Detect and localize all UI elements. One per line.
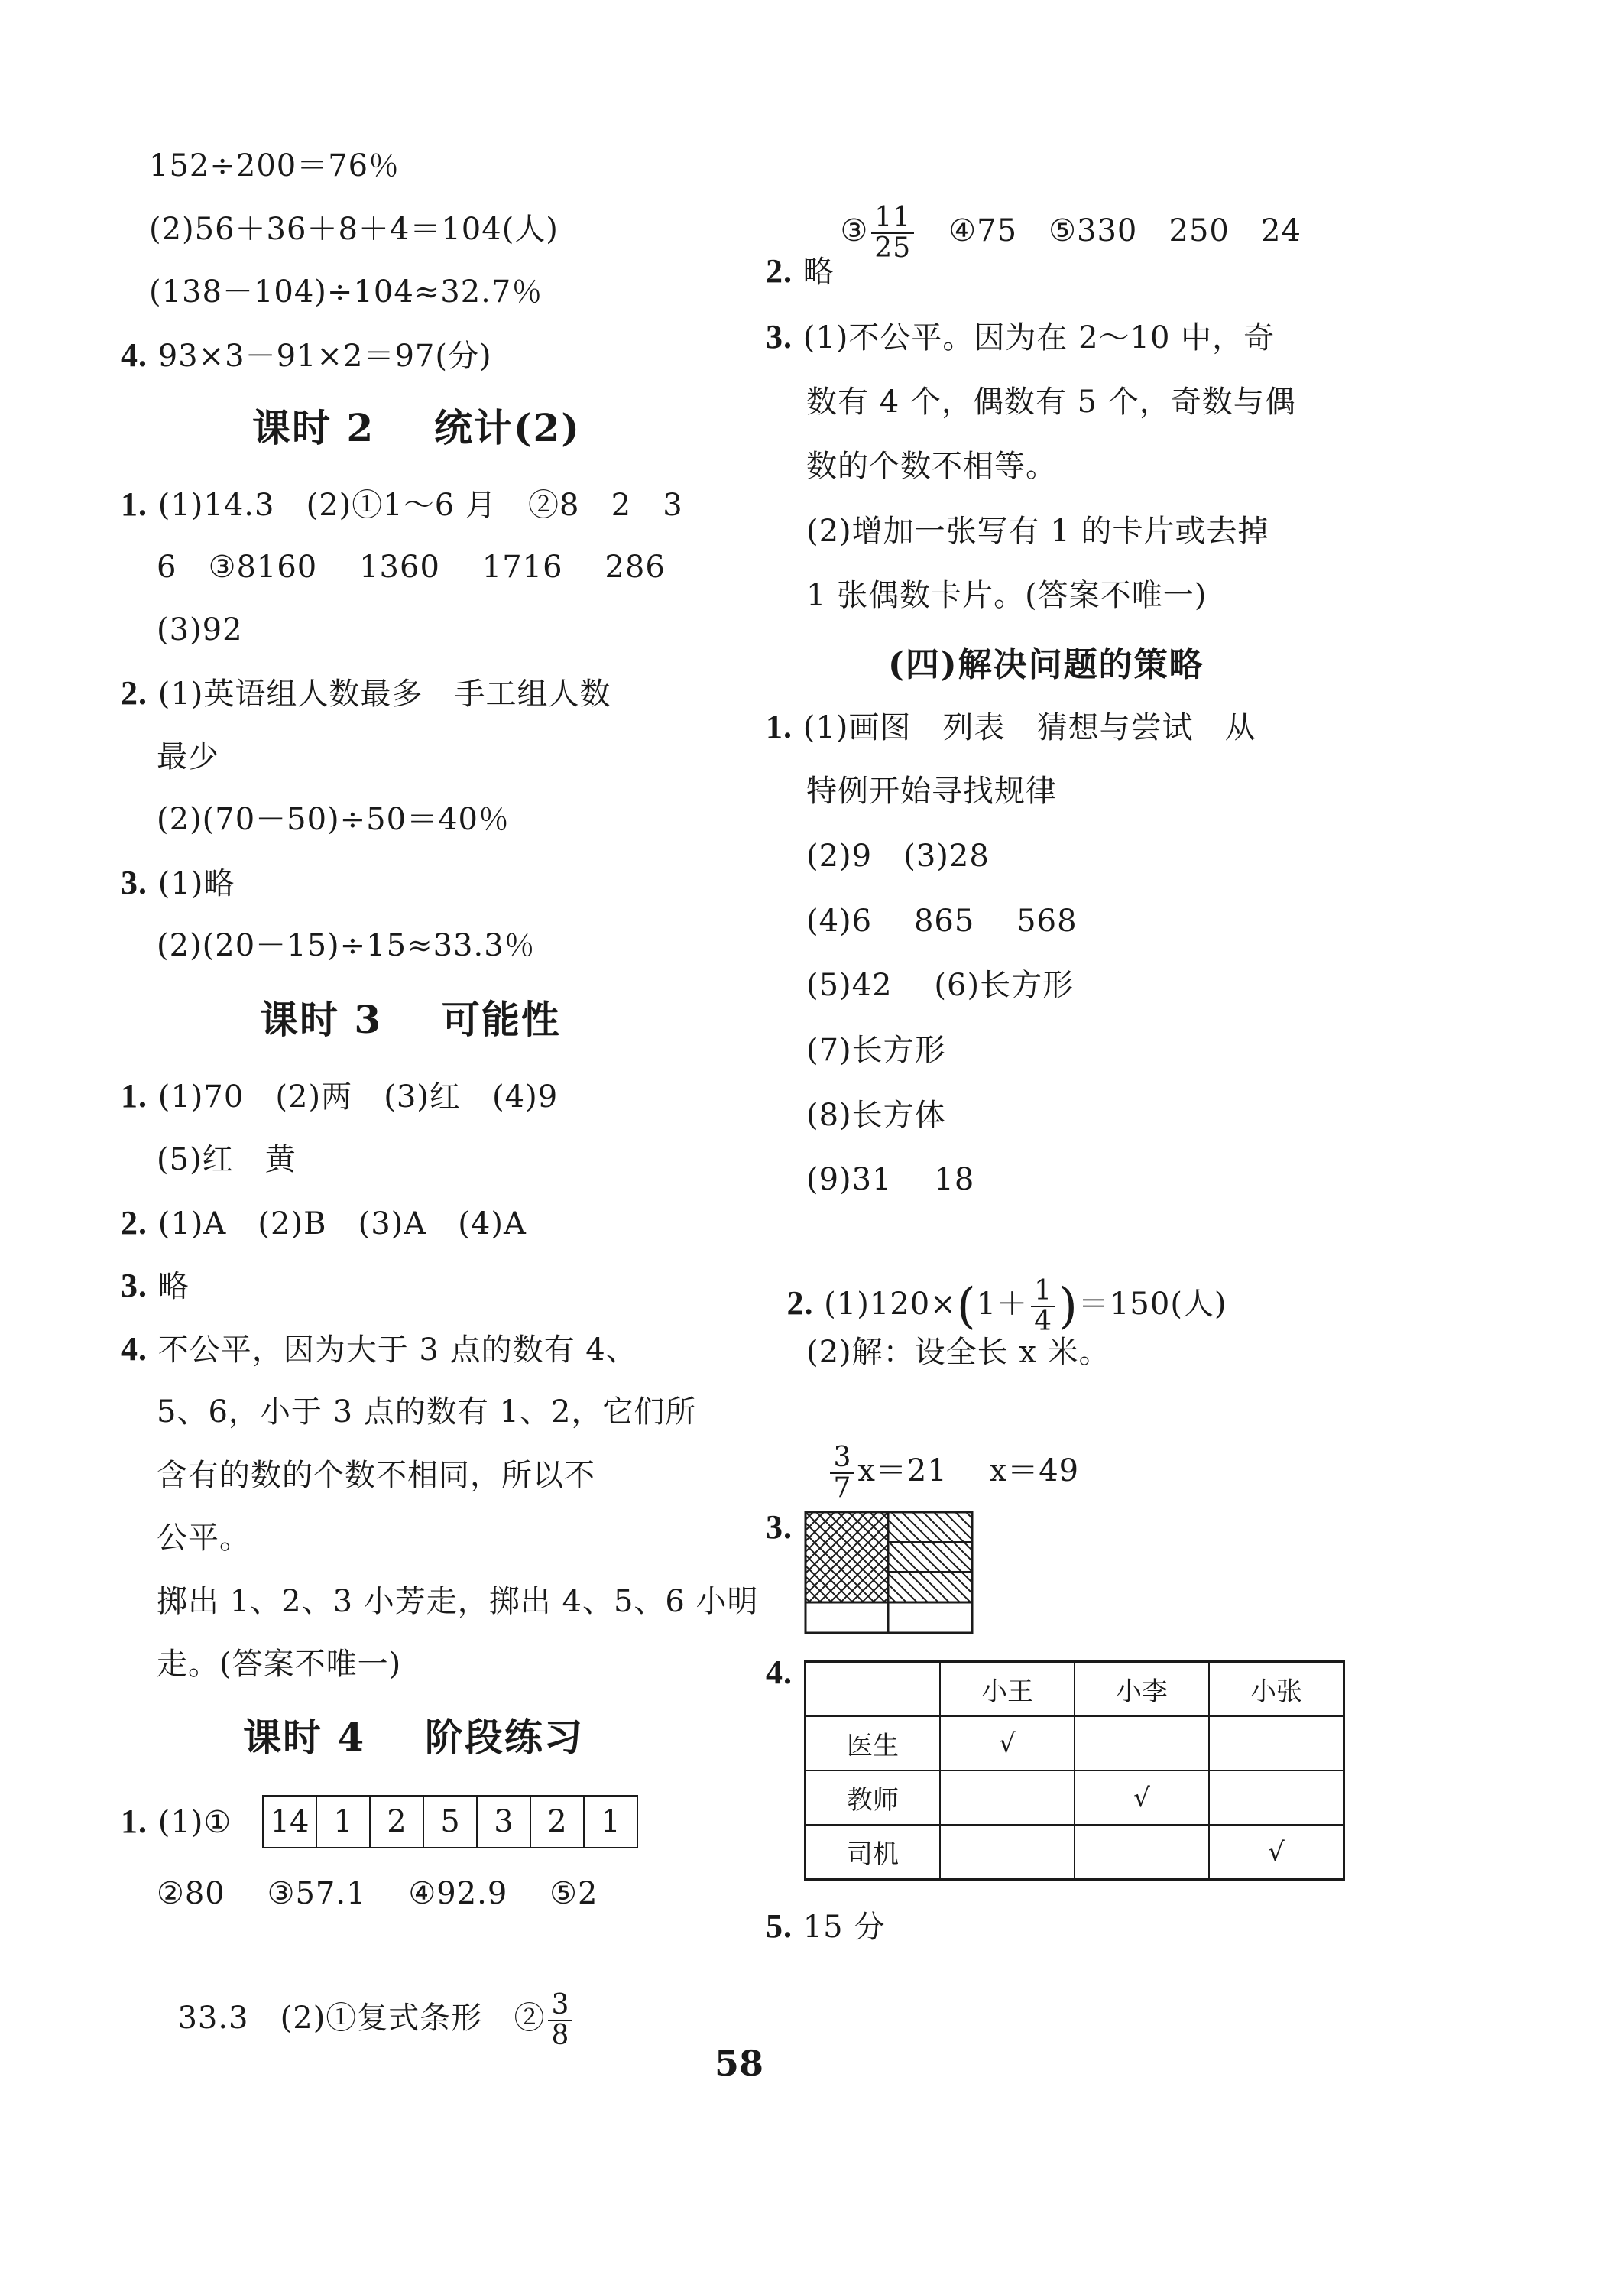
number-box: 2: [531, 1797, 585, 1847]
fraction-denominator: 8: [551, 2020, 570, 2051]
table-header-row: [806, 1662, 1344, 1717]
section-heading-lesson4: 课时 4 阶段练习: [243, 1715, 584, 1760]
item-number: 3.: [766, 318, 793, 355]
table-header-cell: 小张: [1209, 1662, 1344, 1717]
table-cell: [1209, 1716, 1344, 1771]
lesson2-q2-line3: (2)(70－50)÷50＝40％: [157, 802, 510, 837]
item-number: 2.: [121, 674, 147, 712]
shaded-grid-figure: [804, 1511, 974, 1634]
number-box: 14: [264, 1797, 317, 1847]
item-text: (1)14.3 (2)①1～6 月 ②8 2 3: [157, 488, 683, 523]
lesson3-q3: [121, 1267, 190, 1305]
fraction-numerator: 1: [1031, 1277, 1055, 1307]
number-box: 1: [601, 1804, 621, 1839]
section-heading-strategy: (四)解决问题的策略: [888, 645, 1204, 684]
strategy-q1-line4: (4)6 865 568: [806, 904, 1078, 939]
fraction: [871, 203, 914, 263]
table-cell: 司机: [806, 1825, 941, 1880]
strategy-q1-line8: (9)31 18: [806, 1162, 975, 1197]
lesson2-q1-line2: 6 ③8160 1360 1716 286: [157, 550, 666, 585]
item-text: (1)①: [157, 1805, 232, 1840]
strategy-q2-line3: [806, 1407, 1079, 1503]
strategy-q4: [766, 1654, 793, 1692]
strategy-q3: [766, 1509, 793, 1547]
item-text: 93×3－91×2＝97(分): [157, 339, 492, 374]
item-text: 不公平，因为大于 3 点的数有 4、: [157, 1332, 637, 1368]
item-text: 33.3 (2)①复式条形 ②: [177, 2001, 546, 2036]
item-text: (1)不公平。因为在 2～10 中，奇: [802, 320, 1276, 355]
table-cell: √: [1209, 1825, 1344, 1880]
diagonal-hatched-region: [888, 1512, 972, 1602]
fraction-numerator: 3: [548, 1991, 572, 2021]
fraction-denominator: 7: [833, 1472, 852, 1504]
lesson2-q3-line1: [121, 865, 235, 902]
item-text: 略: [802, 255, 835, 290]
strategy-q2-line2: (2)解：设全长 x 米。: [806, 1335, 1110, 1370]
lesson3-q1-line1: [121, 1078, 558, 1115]
table-cell: √: [940, 1716, 1075, 1771]
strategy-q1-line7: (8)长方体: [806, 1098, 946, 1133]
item-text: (1)70 (2)两 (3)红 (4)9: [157, 1079, 559, 1115]
right-q2: [766, 253, 835, 290]
cross-hatched-region: [806, 1512, 888, 1602]
item-text: ④75 ⑤330 250 24: [917, 213, 1301, 248]
strategy-q1-line3: (2)9 (3)28: [806, 839, 990, 874]
lesson3-q4-line3: 含有的数的个数不相同，所以不: [157, 1458, 595, 1493]
fraction-denominator: 25: [874, 232, 912, 264]
table-cell: [1075, 1716, 1209, 1771]
lesson3-q4-line6: 走。(答案不唯一): [157, 1647, 402, 1682]
lesson2-q2-line2: 最少: [157, 739, 219, 774]
item-number: 3.: [766, 1508, 793, 1546]
left-paren: (: [956, 1278, 977, 1335]
item-number: 4.: [121, 1330, 147, 1368]
table-header-cell: 小王: [940, 1662, 1075, 1717]
lesson4-q1-line3: [157, 1954, 575, 2050]
fraction: [830, 1443, 854, 1503]
left-line-1: 152÷200＝76％: [149, 148, 400, 183]
number-box-row: [262, 1795, 638, 1848]
item-text: x＝21 x＝49: [857, 1453, 1080, 1488]
item-number: 3.: [121, 1267, 147, 1304]
right-q3-line2: 数有 4 个，偶数有 5 个，奇数与偶: [806, 385, 1296, 420]
item-text: (1)120×: [824, 1287, 957, 1322]
lesson4-q1-line2: ②80 ③57.1 ④92.9 ⑤2: [157, 1876, 598, 1911]
right-q3-line3: 数的个数不相等。: [806, 449, 1057, 484]
table-cell: 医生: [806, 1716, 941, 1771]
item-text: 1＋: [976, 1287, 1029, 1322]
lesson2-q3-line2: (2)(20－15)÷15≈33.3％: [157, 928, 536, 963]
item-number: 2.: [121, 1204, 147, 1241]
lesson3-q4-line5: 掷出 1、2、3 小芳走，掷出 4、5、6 小明: [157, 1584, 759, 1619]
fraction-numerator: 11: [871, 203, 914, 234]
table-cell: [940, 1771, 1075, 1825]
item-text: (1)略: [157, 866, 235, 901]
item-number: 2.: [786, 1284, 814, 1322]
left-item-4: [121, 337, 492, 375]
strategy-q1-line1: [766, 709, 1256, 746]
item-number: 2.: [766, 252, 793, 290]
item-text: ③: [840, 213, 869, 248]
fraction: [548, 1991, 572, 2050]
item-number: 4.: [766, 1654, 793, 1691]
number-box: 2: [371, 1797, 424, 1847]
table-cell: √: [1075, 1771, 1209, 1825]
lesson4-q1-line1: [121, 1803, 232, 1841]
right-paren: ): [1058, 1278, 1078, 1335]
lesson3-q4-line1: [121, 1331, 637, 1368]
strategy-q5: [766, 1908, 885, 1946]
table-cell: 教师: [806, 1771, 941, 1825]
item-number: 3.: [121, 864, 147, 901]
item-number: 1.: [766, 708, 793, 745]
lesson3-q1-line2: (5)红 黄: [157, 1142, 297, 1177]
table-row: [806, 1716, 1344, 1771]
item-text: (1)A (2)B (3)A (4)A: [157, 1206, 527, 1241]
lesson2-q1-line3: (3)92: [157, 612, 243, 648]
right-q3-line1: [766, 319, 1275, 356]
job-assignment-table: [804, 1660, 1345, 1881]
lesson3-q2: [121, 1205, 527, 1242]
lesson2-q1-line1: [121, 486, 683, 524]
table-cell: [1209, 1771, 1344, 1825]
fraction-numerator: 3: [830, 1443, 854, 1474]
item-text: (1)画图 列表 猜想与尝试 从: [802, 710, 1256, 745]
item-number: 5.: [766, 1907, 793, 1945]
strategy-q1-line2: 特例开始寻找规律: [806, 774, 1057, 809]
item-text: 略: [157, 1269, 190, 1304]
lesson2-q2-line1: [121, 675, 611, 712]
strategy-q1-line5: (5)42 (6)长方形: [806, 968, 1075, 1003]
item-text: (1)英语组人数最多 手工组人数: [157, 677, 611, 712]
right-q3-line5: 1 张偶数卡片。(答案不唯一): [806, 578, 1207, 613]
right-q3-line4: (2)增加一张写有 1 的卡片或去掉: [806, 514, 1269, 549]
lesson3-q4-line4: 公平。: [157, 1521, 251, 1556]
number-box: 3: [478, 1797, 531, 1847]
table-cell: [1075, 1825, 1209, 1880]
table-row: [806, 1825, 1344, 1880]
fraction-denominator: 4: [1034, 1306, 1053, 1337]
strategy-q1-line6: (7)长方形: [806, 1033, 946, 1068]
item-number: 1.: [121, 485, 147, 523]
item-number: 1.: [121, 1077, 147, 1115]
item-text: ＝150(人): [1078, 1287, 1227, 1322]
section-heading-lesson2: 课时 2 统计(2): [252, 405, 581, 450]
page-number: 58: [715, 2043, 764, 2084]
fraction: [1031, 1277, 1055, 1336]
table-row: [806, 1771, 1344, 1825]
left-line-3: (138－104)÷104≈32.7％: [149, 274, 543, 310]
strategy-q2-line1: [766, 1240, 1227, 1336]
right-line-1: [819, 167, 1301, 263]
number-box: 1: [317, 1797, 371, 1847]
section-heading-lesson3: 课时 3 可能性: [260, 997, 561, 1042]
table-header-cell: 小李: [1075, 1662, 1209, 1717]
table-header-cell: [806, 1662, 941, 1717]
item-number: 4.: [121, 336, 147, 374]
item-text: 15 分: [802, 1910, 886, 1945]
left-line-2: (2)56＋36＋8＋4＝104(人): [149, 212, 559, 247]
item-number: 1.: [121, 1803, 147, 1840]
number-box: 5: [424, 1797, 478, 1847]
lesson3-q4-line2: 5、6，小于 3 点的数有 1、2，它们所: [157, 1394, 697, 1430]
table-cell: [940, 1825, 1075, 1880]
